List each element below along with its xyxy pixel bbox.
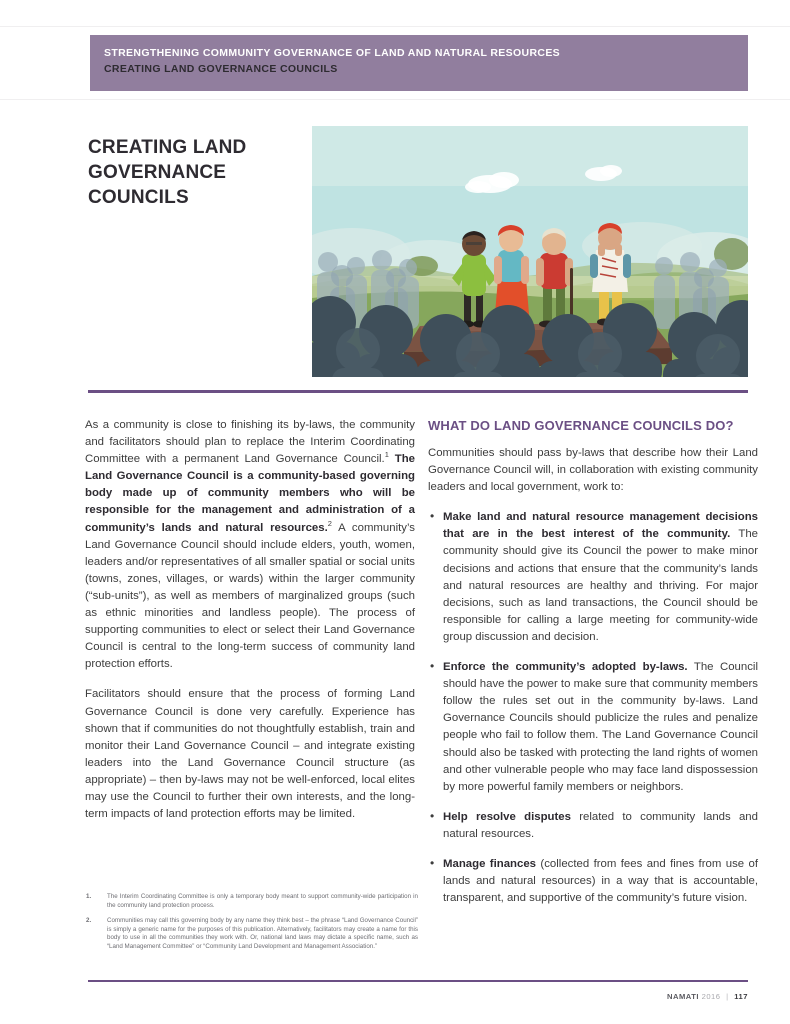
- footnote: [85, 893, 418, 910]
- footnote: [85, 917, 418, 951]
- chapter-illustration: [312, 126, 748, 377]
- list-item-body: (collected from fees and fines from use of lands and natural resources) in a way that is accountable, transparent, and supportive of the community’s future vision.: [443, 857, 758, 905]
- list-item-lead: Make land and natural resource management decisions that are in the best interest of the community.: [443, 511, 758, 541]
- footnotes-block: [85, 893, 418, 959]
- page-footer: [667, 992, 748, 1001]
- list-item-lead: Manage finances: [443, 857, 537, 870]
- footer-rule: [88, 980, 748, 982]
- paragraph-intro-part1: As a community is close to finishing its by-laws, the community and facilitators should plan to replace the Interim Coordinating Committee with a permanent Land Governance Council.: [85, 419, 415, 466]
- page-title: CREATING LAND GOVERNANCE COUNCILS: [88, 136, 247, 208]
- paragraph-facilitators: Facilitators should ensure that the process of forming Land Governance Council is done very carefully. Experience has shown that if communities do not thoughtfully establish, train and monitor their Land Governance Council – and integrate existing leaders into the Land Governance Council structure (as appropriate) – then by-laws may not be well-enforced, local elites may use the Council to further their own interests, and the long-term impacts of land protection efforts may be limited.: [85, 688, 415, 821]
- section-heading: WHAT DO LAND GOVERNANCE COUNCILS DO?: [428, 418, 734, 433]
- running-header-band: [90, 35, 748, 91]
- guide-line-top: [0, 26, 790, 27]
- list-item-body: related to community lands and natural resources.: [443, 810, 758, 840]
- content-divider-rule: [88, 390, 748, 393]
- left-column: [85, 417, 415, 836]
- council-duties-list: [428, 509, 758, 907]
- paragraph-intro-bold: The Land Governance Council is a community-based governing body made up of community members who will be responsible for the management and administration of a community’s lands and natural resources.: [85, 453, 416, 534]
- paragraph-intro: [85, 417, 415, 673]
- list-item: [428, 509, 758, 646]
- right-column: [428, 417, 758, 920]
- footnote-number: 1.: [86, 893, 92, 900]
- footnote-text: The Interim Coordinating Committee is only a temporary body meant to support community-wide participation in the community land protection process.: [107, 893, 418, 909]
- list-item: [428, 809, 758, 843]
- footnote-text: Communities may call this governing body by any name they think best – the phrase “Land Governance Council” is simply a generic name for the purposes of this publication. Alternatively, facilitators may create a name for this body to use in all the communities they work with. Or, national land laws may dictate a specific name, such as “Land Management Committee” or “Community Land Development and Management Association.”: [107, 917, 418, 950]
- page-number: 117: [734, 992, 748, 1001]
- list-item-body: The Council should have the power to make sure that community members follow the rules set out in the community by-laws. Land Governance Councils should publicize the rules and penalize people who fail to follow them. The Land Governance Council should also be tasked with protecting the land rights of women and other vulnerable people who may face land dispossession by more powerful family members or neighbors.: [443, 661, 758, 793]
- list-item-lead: Enforce the community’s adopted by-laws.: [443, 661, 688, 674]
- footer-separator: |: [726, 992, 729, 1001]
- list-item: [428, 856, 758, 907]
- footnote-ref-1: 1: [384, 450, 389, 460]
- footnote-number: 2.: [86, 917, 92, 925]
- footer-brand: NAMATI: [667, 992, 699, 1001]
- running-header-series-title: STRENGTHENING COMMUNITY GOVERNANCE OF LAND AND NATURAL RESOURCES: [104, 47, 561, 59]
- section-intro-paragraph: Communities should pass by-laws that describe how their Land Governance Council will, in collaboration with existing community leaders and local government, work to:: [428, 447, 758, 494]
- illustration-svg: [312, 126, 748, 377]
- paragraph-intro-part3: A community’s Land Governance Council should include elders, youth, women, leaders and/or representatives of all smaller spatial or social units (towns, zones, villages, or wards) within the larger community (“sub-units”), as well as members of marginalized groups (such as ethnic minorities and landless people). The process of supporting communities to elect or select their Land Governance Council is central to the long-term success of community land protection efforts.: [85, 521, 416, 671]
- list-item-body: The community should give its Council the power to make minor decisions and actions that ensure that the community’s lands and natural resources are healthy and thriving. For major decisions, such as land transactions, the Council should be responsible for calling a large meeting for community-wide group discussion and decision.: [443, 528, 758, 643]
- guide-line-below-header: [0, 99, 790, 100]
- running-header-chapter-title: CREATING LAND GOVERNANCE COUNCILS: [104, 63, 338, 75]
- list-item: [428, 659, 758, 796]
- footer-year: 2016: [701, 992, 721, 1001]
- footnote-ref-2: 2: [327, 518, 332, 528]
- list-item-lead: Help resolve disputes: [443, 810, 571, 823]
